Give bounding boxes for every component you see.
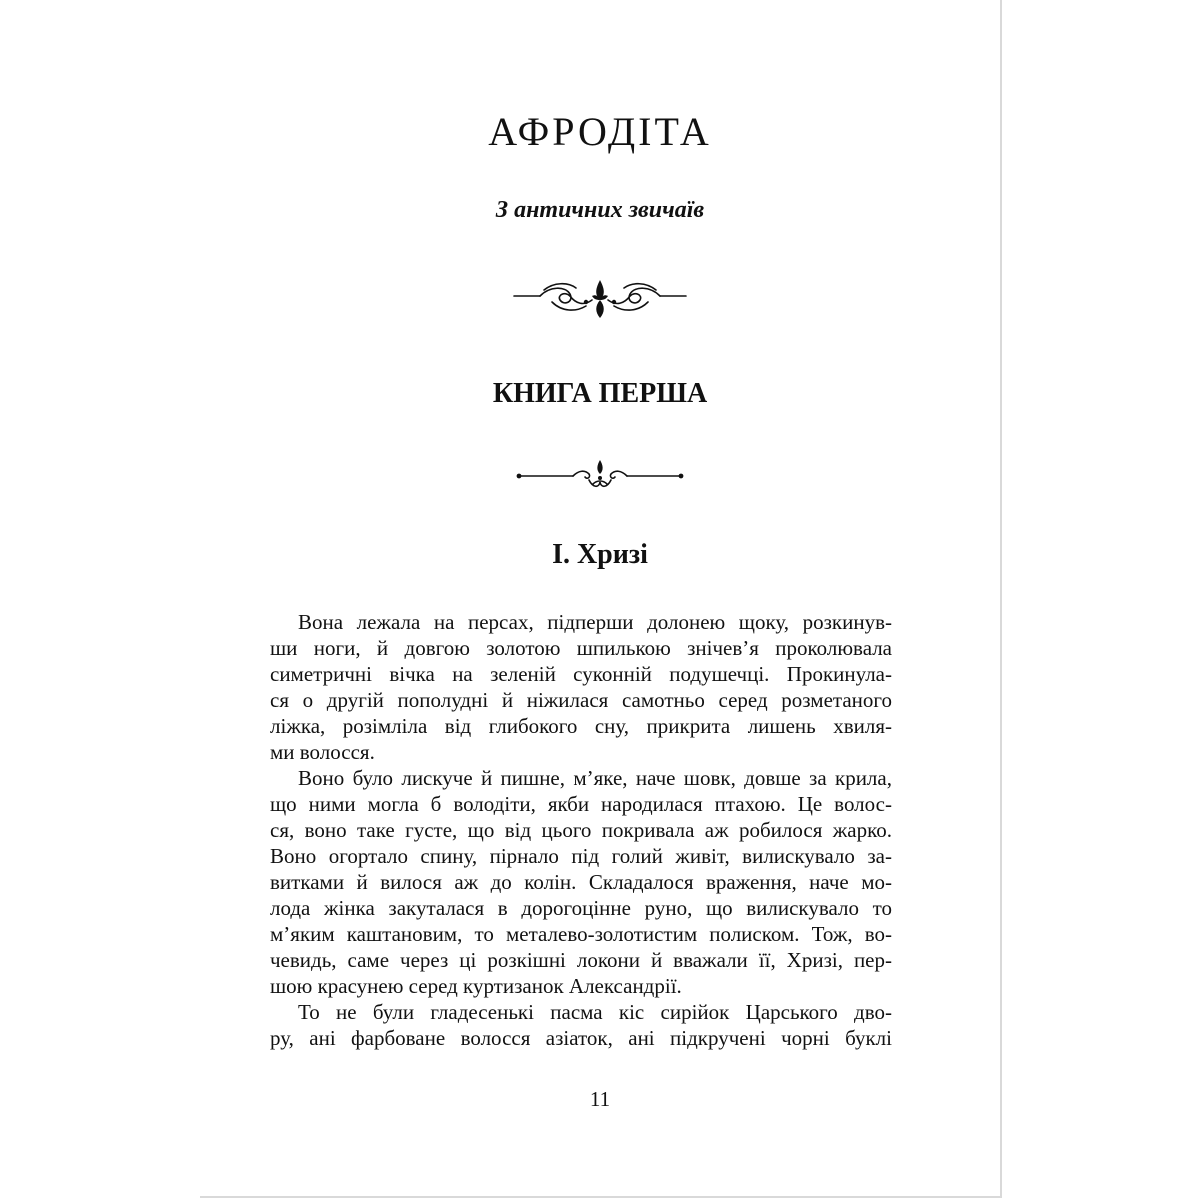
text-line: ру, ані фарбоване волосся азіаток, ані підкручені чорні буклі — [270, 1026, 892, 1050]
body-text — [270, 609, 892, 1051]
book-title: АФРОДІТА — [488, 109, 712, 154]
text-line: Воно огортало спину, пірнало під голий живіт, вилискувало за- — [270, 844, 892, 868]
ornament-divider-icon — [200, 458, 1000, 494]
book-page — [200, 0, 1002, 1198]
text-line: ши ноги, й довгою золотою шпилькою знічев’я проколювала — [270, 636, 892, 660]
text-line: симетричні вічка на зеленій суконній подушечці. Прокинула- — [270, 662, 892, 686]
text-line: витками й вилося аж до колін. Складалося враження, наче мо- — [270, 870, 892, 894]
chapter-heading: І. Хризі — [552, 539, 648, 570]
text-line: чевидь, саме через ці розкішні локони й вважали її, Хризі, пер- — [270, 948, 892, 972]
text-line: ми волосся. — [270, 740, 375, 764]
page-number: 11 — [589, 1087, 611, 1111]
text-line: Вона лежала на персах, підперши долонею щоку, розкинув- — [298, 610, 892, 634]
text-line: що ними могла б володіти, якби народилася птахою. Це волос- — [270, 792, 892, 816]
text-line: шою красунею серед куртизанок Александрії. — [270, 974, 682, 998]
text-line: лода жінка закуталася в дорогоцінне руно, що вилискувало то — [270, 896, 892, 920]
text-line: ся о другій пополудні й ніжилася самотньо серед розметаного — [270, 688, 892, 712]
book-part-heading: КНИГА ПЕРША — [492, 378, 708, 409]
ornament-flourish-icon — [200, 276, 1000, 322]
text-line: ся, воно таке густе, що від цього покривала аж робилося жарко. — [270, 818, 892, 842]
text-line: Воно було лискуче й пишне, м’яке, наче шовк, довше за крила, — [298, 766, 892, 790]
text-line: ліжка, розімліла від глибокого сну, прикрита лишень хвиля- — [270, 714, 892, 738]
book-subtitle: З античних звичаїв — [495, 197, 705, 223]
paragraph — [270, 609, 892, 765]
paragraph — [270, 999, 892, 1051]
paragraph — [270, 765, 892, 999]
text-line: м’яким каштановим, то металево-золотистим полиском. Тож, во- — [270, 922, 892, 946]
text-line: То не були гладесенькі пасма кіс сирійок Царського дво- — [298, 1000, 892, 1024]
